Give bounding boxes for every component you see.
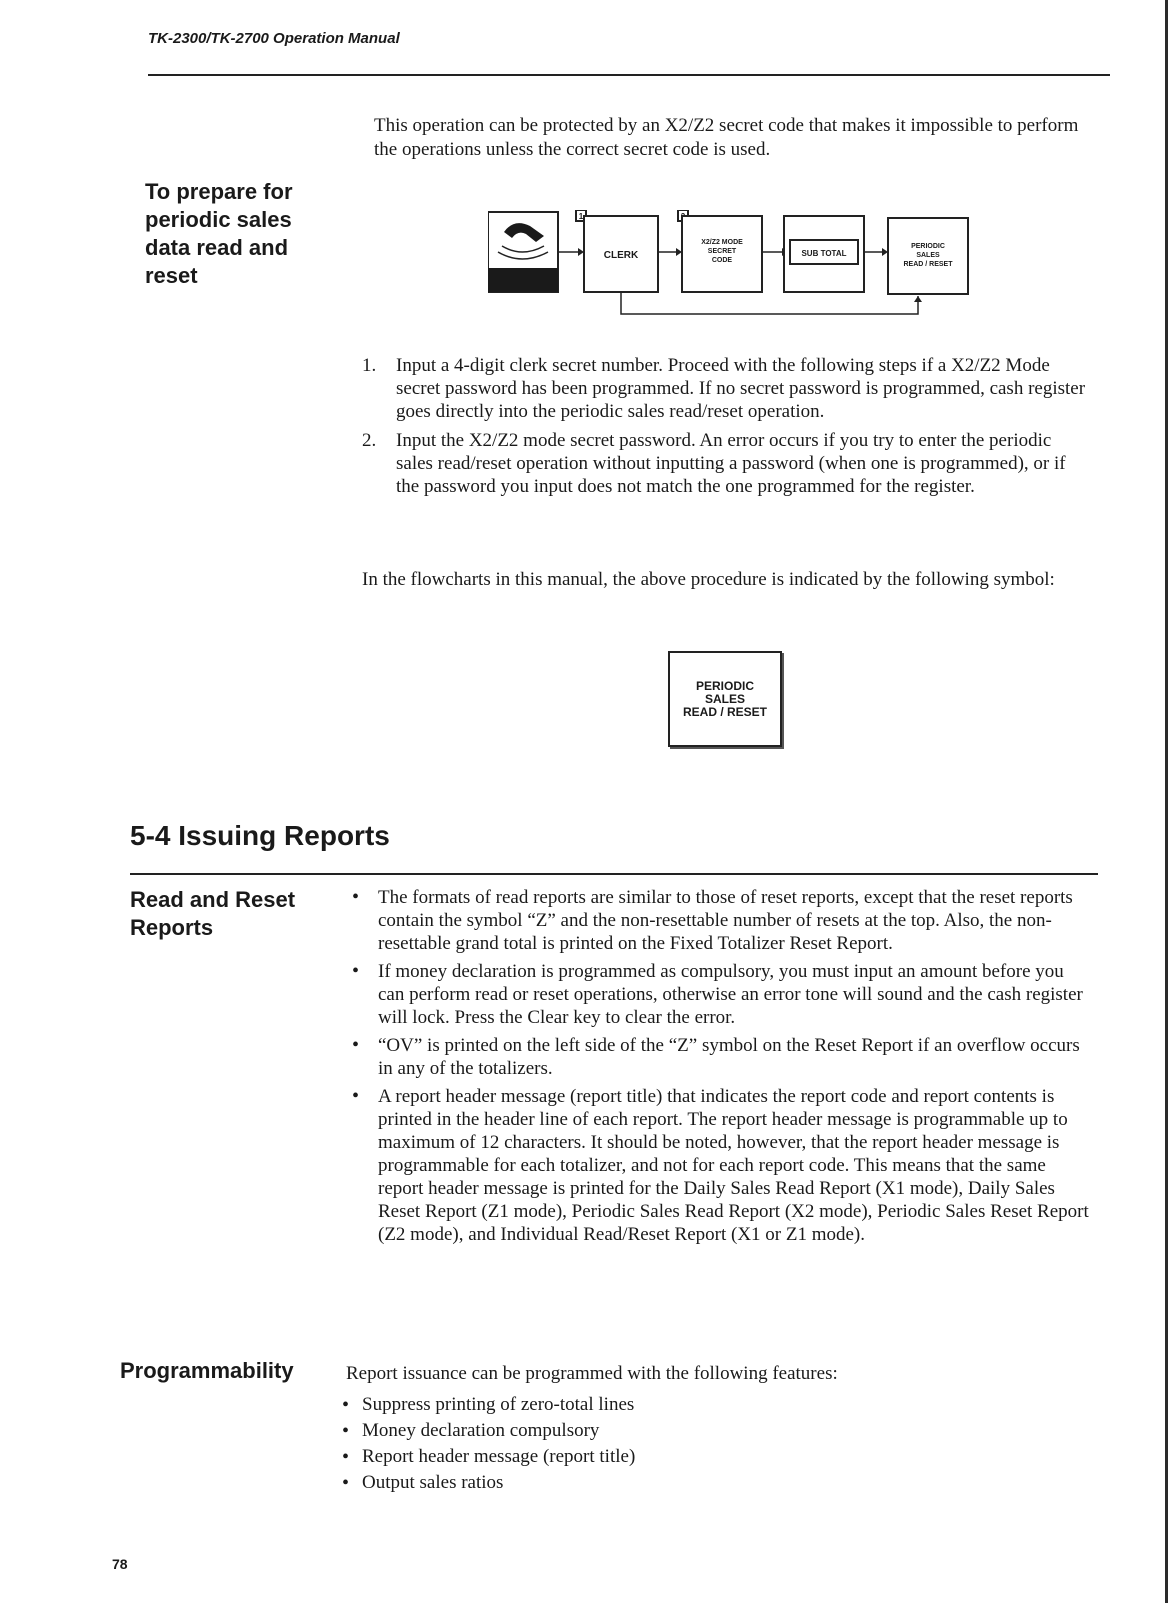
programmability-intro: Report issuance can be programmed with the following features: bbox=[346, 1363, 838, 1384]
list-item: • Suppress printing of zero-total lines bbox=[340, 1392, 1080, 1418]
list-item bbox=[362, 354, 1092, 423]
read-reset-bullets bbox=[346, 886, 1094, 1251]
flow-box-clerk-label: CLERK bbox=[603, 250, 639, 261]
symbol-line2: SALES bbox=[704, 691, 745, 706]
list-item: • Report header message (report title) bbox=[340, 1444, 1080, 1470]
section-rule bbox=[130, 873, 1098, 875]
flow-box-clerk bbox=[584, 216, 658, 292]
section-title: 5-4 Issuing Reports bbox=[130, 820, 390, 851]
list-item: • “OV” is printed on the left side of the “Z” symbol on the Reset Report if an overflow occurs in any of the totalizers. bbox=[346, 1034, 1094, 1080]
list-item: • A report header message (report title) that indicates the report code and report contents is printed in the header line of each report. The report header message is programmable up to maximum of 12 characters. It should be noted, however, that the report header message is programmable for each totalizer, and not for each report code. This means that the same report header message is printed for the Daily Sales Read Report (X1 mode), Daily Sales Reset Report (Z1 mode), Periodic Sales Read Report (X2 mode), Periodic Sales Reset Report (Z2 mode), and Individual Read/Reset Report (X1 or Z1 mode). bbox=[346, 1085, 1094, 1246]
read-reset-heading: Read and Reset Reports bbox=[130, 887, 296, 940]
prepare-heading: To prepare for periodic sales data read and reset bbox=[145, 179, 293, 288]
flow-box-secret-code bbox=[682, 216, 762, 292]
flow-box-subtotal-label: SUB TOTAL bbox=[801, 249, 847, 258]
list-item: • The formats of read reports are similar to those of reset reports, except that the reset reports contain the symbol “Z” and the non-resettable number of resets at the top. Also, the non-resettable grand total is printed on the Fixed Totalizer Reset Report. bbox=[346, 886, 1094, 955]
flow-box-periodic-line3: READ / RESET bbox=[903, 261, 953, 268]
list-item: • Output sales ratios bbox=[340, 1470, 1080, 1496]
programmability-heading: Programmability bbox=[120, 1358, 294, 1383]
symbol-line3: READ / RESET bbox=[682, 704, 767, 719]
flow-box-secret-line2: SECRET bbox=[707, 248, 737, 255]
flow-box-periodic-line1: PERIODIC bbox=[911, 243, 945, 250]
flow-box-secret-line3: CODE bbox=[711, 257, 733, 264]
flow-box-secret-line1: X2/Z2 MODE bbox=[701, 239, 743, 246]
flow-box-periodic bbox=[888, 218, 968, 294]
step-marker-1: 1 bbox=[578, 212, 584, 221]
step-text: Input a 4-digit clerk secret number. Proceed with the following steps if a X2/Z2 Mode secret password has been programmed. If no secret password is programmed, cash register goes directly into the periodic sales read/reset operation. bbox=[396, 355, 1086, 422]
header-rule bbox=[148, 74, 1110, 76]
step-text: Input the X2/Z2 mode secret password. An error occurs if you try to enter the periodic sales read/reset operation without inputting a password (when one is programmed), or if the password you input does not match the one programmed for the register. bbox=[396, 430, 1066, 497]
flow-box-subtotal bbox=[784, 216, 864, 292]
flowchart bbox=[488, 210, 998, 336]
symbol-line1: PERIODIC bbox=[695, 678, 754, 693]
programmability-bullets bbox=[340, 1392, 1080, 1496]
steps-list bbox=[362, 354, 1092, 504]
step-number: 2. bbox=[362, 430, 377, 451]
bypass-line bbox=[621, 292, 918, 314]
periodic-symbol-box bbox=[668, 651, 782, 747]
list-item: • If money declaration is programmed as compulsory, you must input an amount before you can perform read or reset operations, otherwise an error tone will sound and the cash register will lock. Press the Clear key to clear the error. bbox=[346, 960, 1094, 1029]
list-item: • Money declaration compulsory bbox=[340, 1418, 1080, 1444]
page-number: 78 bbox=[112, 1556, 128, 1572]
flow-box-periodic-line2: SALES bbox=[916, 252, 940, 259]
running-header: TK-2300/TK-2700 Operation Manual bbox=[148, 30, 400, 47]
intro-paragraph: This operation can be protected by an X2/Z2 secret code that makes it impossible to perform the operations unless the correct secret code is used. bbox=[374, 115, 1079, 160]
symbol-intro: In the flowcharts in this manual, the above procedure is indicated by the following symbol: bbox=[362, 569, 1055, 590]
mode-key-icon bbox=[488, 212, 558, 292]
step-number: 1. bbox=[362, 355, 377, 376]
list-item bbox=[362, 429, 1092, 498]
